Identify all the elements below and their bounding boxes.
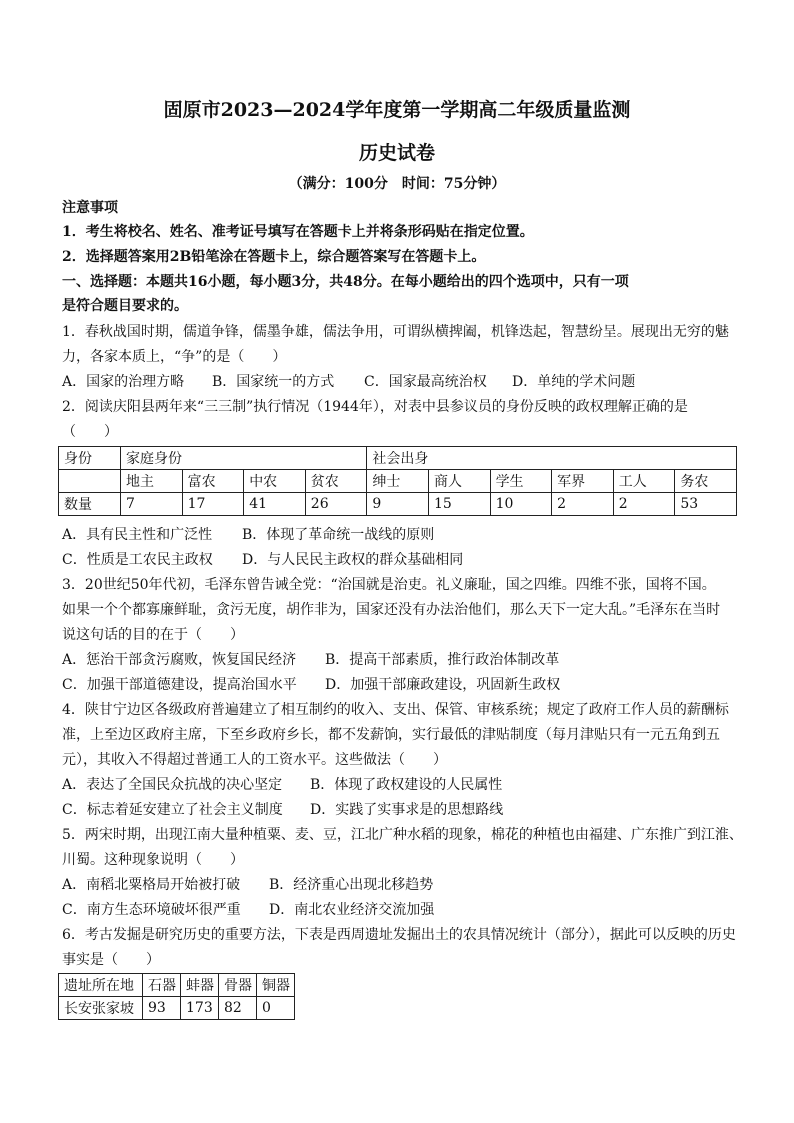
option-d[interactable]: D．实践了实事求是的思想路线 <box>310 802 504 818</box>
table-cell: 0 <box>257 997 295 1020</box>
option-b[interactable]: B．提高干部素质，推行政治体制改革 <box>325 652 560 668</box>
option-d[interactable]: D．单纯的学术问题 <box>512 374 636 390</box>
table-cell: 家庭身份 <box>121 447 367 470</box>
table-cell: 工人 <box>613 470 675 493</box>
exam-meta: （满分：100分 时间：75分钟） <box>288 176 506 192</box>
table-cell: 9 <box>367 493 429 516</box>
question-1-text: 1．春秋战国时期，儒道争锋，儒墨争雄，儒法争用，可谓纵横捭阖，机锋迭起，智慧纷呈。展现出无穷的魅 <box>62 324 729 340</box>
table-cell: 身份 <box>59 447 121 470</box>
question-3-text: 3．20世纪50年代初，毛泽东曾告诫全党：“治国就是治吏。礼义廉耻，国之四维。四维不张，国将不国。 <box>62 577 716 593</box>
table-cell: 社会出身 <box>367 447 737 470</box>
table-cell: 17 <box>182 493 244 516</box>
question-5-text: 5．两宋时期，出现江南大量种植粟、麦、豆，江北广种水稻的现象，棉花的种植也由福建、广东推广到江淮、 <box>62 827 743 843</box>
question-3-options <box>62 675 742 695</box>
table-row <box>59 447 737 470</box>
table-cell: 2 <box>552 493 614 516</box>
question-2-text: （ ） <box>62 424 118 440</box>
table-cell: 军界 <box>552 470 614 493</box>
table-cell: 富农 <box>182 470 244 493</box>
question-3-text: 说这句话的目的在于（ ） <box>62 627 244 643</box>
question-2-options <box>62 525 742 545</box>
question-5-options <box>62 875 742 895</box>
question-6-text: 6．考古发掘是研究历史的重要方法，下表是西周遗址发掘出土的农具情况统计（部分），据此可以反映的历史 <box>62 927 736 943</box>
table-cell: 商人 <box>428 470 490 493</box>
table-cell: 26 <box>305 493 367 516</box>
table-cell: 173 <box>181 997 219 1020</box>
question-4-options <box>62 800 742 820</box>
table-cell <box>59 470 121 493</box>
option-b[interactable]: B．经济重心出现北移趋势 <box>269 877 434 893</box>
option-d[interactable]: D．加强干部廉政建设，巩固新生政权 <box>325 677 561 693</box>
question-2-options <box>62 550 742 570</box>
notice-item: 2．选择题答案用2B铅笔涂在答题卡上，综合题答案写在答题卡上。 <box>62 249 486 265</box>
table-cell: 15 <box>428 493 490 516</box>
table-cell: 铜器 <box>257 974 295 997</box>
option-a[interactable]: A．南稻北粟格局开始被打破 <box>62 877 241 893</box>
question-2-text: 2．阅读庆阳县两年来“三三制”执行情况（1944年），对表中县参议员的身份反映的政权理解正确的是 <box>62 399 688 415</box>
question-4-text: 准，上至边区政府主席，下至乡政府乡长，都不发薪饷，实行最低的津贴制度（每月津贴只有一元五角到五 <box>62 727 720 743</box>
question-1-options <box>62 372 742 392</box>
table-cell: 82 <box>219 997 257 1020</box>
option-a[interactable]: A．惩治干部贪污腐败，恢复国民经济 <box>62 652 297 668</box>
table-cell: 学生 <box>490 470 552 493</box>
exam-subject: 历史试卷 <box>358 142 435 164</box>
question-1-text: 力，各家本质上，“争”的是（ ） <box>62 349 287 365</box>
table-cell: 中农 <box>244 470 306 493</box>
table-row <box>59 997 295 1020</box>
option-d[interactable]: D．南北农业经济交流加强 <box>269 902 435 918</box>
question-4-text: 元），其收入不得超过普通工人的工资水平。这些做法（ ） <box>62 752 447 768</box>
option-c[interactable]: C．标志着延安建立了社会主义制度 <box>62 802 283 818</box>
table-cell: 遗址所在地 <box>59 974 143 997</box>
question-6-text: 事实是（ ） <box>62 952 160 968</box>
table-row <box>59 974 295 997</box>
question-3-text: 如果一个个都寡廉鲜耻，贪污无度，胡作非为，国家还没有办法治他们，那么天下一定大乱。”毛泽东在当时 <box>62 602 721 618</box>
option-c[interactable]: C．加强干部道德建设，提高治国水平 <box>62 677 297 693</box>
option-c[interactable]: C．国家最高统治权 <box>364 374 487 390</box>
section-heading-cont: 是符合题目要求的。 <box>62 298 188 314</box>
question-5-text: 川蜀。这种现象说明（ ） <box>62 852 244 868</box>
farm-tools-table <box>58 973 295 1020</box>
table-cell: 10 <box>490 493 552 516</box>
table-cell: 贫农 <box>305 470 367 493</box>
notice-heading: 注意事项 <box>62 200 118 216</box>
table-cell: 数量 <box>59 493 121 516</box>
question-3-options <box>62 650 742 670</box>
section-heading: 一、选择题：本题共16小题，每小题3分，共48分。在每小题给出的四个选项中，只有一项 <box>62 274 629 290</box>
table-row <box>59 470 737 493</box>
table-row <box>59 493 737 516</box>
option-b[interactable]: B．国家统一的方式 <box>212 374 335 390</box>
table-cell: 53 <box>675 493 737 516</box>
table-cell: 蚌器 <box>181 974 219 997</box>
table-cell: 2 <box>613 493 675 516</box>
table-cell: 7 <box>121 493 183 516</box>
table-cell: 骨器 <box>219 974 257 997</box>
table-cell: 石器 <box>143 974 181 997</box>
table-cell: 绅士 <box>367 470 429 493</box>
question-4-options <box>62 775 742 795</box>
exam-title: 固原市2023—2024学年度第一学期高二年级质量监测 <box>163 99 631 121</box>
option-c[interactable]: C．性质是工农民主政权 <box>62 552 213 568</box>
option-d[interactable]: D．与人民民主政权的群众基础相同 <box>242 552 464 568</box>
notice-item: 1．考生将校名、姓名、准考证号填写在答题卡上并将条形码贴在指定位置。 <box>62 224 534 240</box>
option-a[interactable]: A．表达了全国民众抗战的决心坚定 <box>62 777 283 793</box>
table-cell: 93 <box>143 997 181 1020</box>
table-cell: 41 <box>244 493 306 516</box>
senator-identity-table <box>58 446 737 516</box>
option-a[interactable]: A．国家的治理方略 <box>62 374 185 390</box>
question-4-text: 4．陕甘宁边区各级政府普遍建立了相互制约的收入、支出、保管、审核系统；规定了政府工作人员的薪酬标 <box>62 702 729 718</box>
table-cell: 务农 <box>675 470 737 493</box>
table-cell: 长安张家坡 <box>59 997 143 1020</box>
option-a[interactable]: A．具有民主性和广泛性 <box>62 527 213 543</box>
table-cell: 地主 <box>121 470 183 493</box>
option-b[interactable]: B．体现了革命统一战线的原则 <box>242 527 435 543</box>
question-5-options <box>62 900 742 920</box>
option-c[interactable]: C．南方生态环境破坏很严重 <box>62 902 241 918</box>
option-b[interactable]: B．体现了政权建设的人民属性 <box>310 777 503 793</box>
